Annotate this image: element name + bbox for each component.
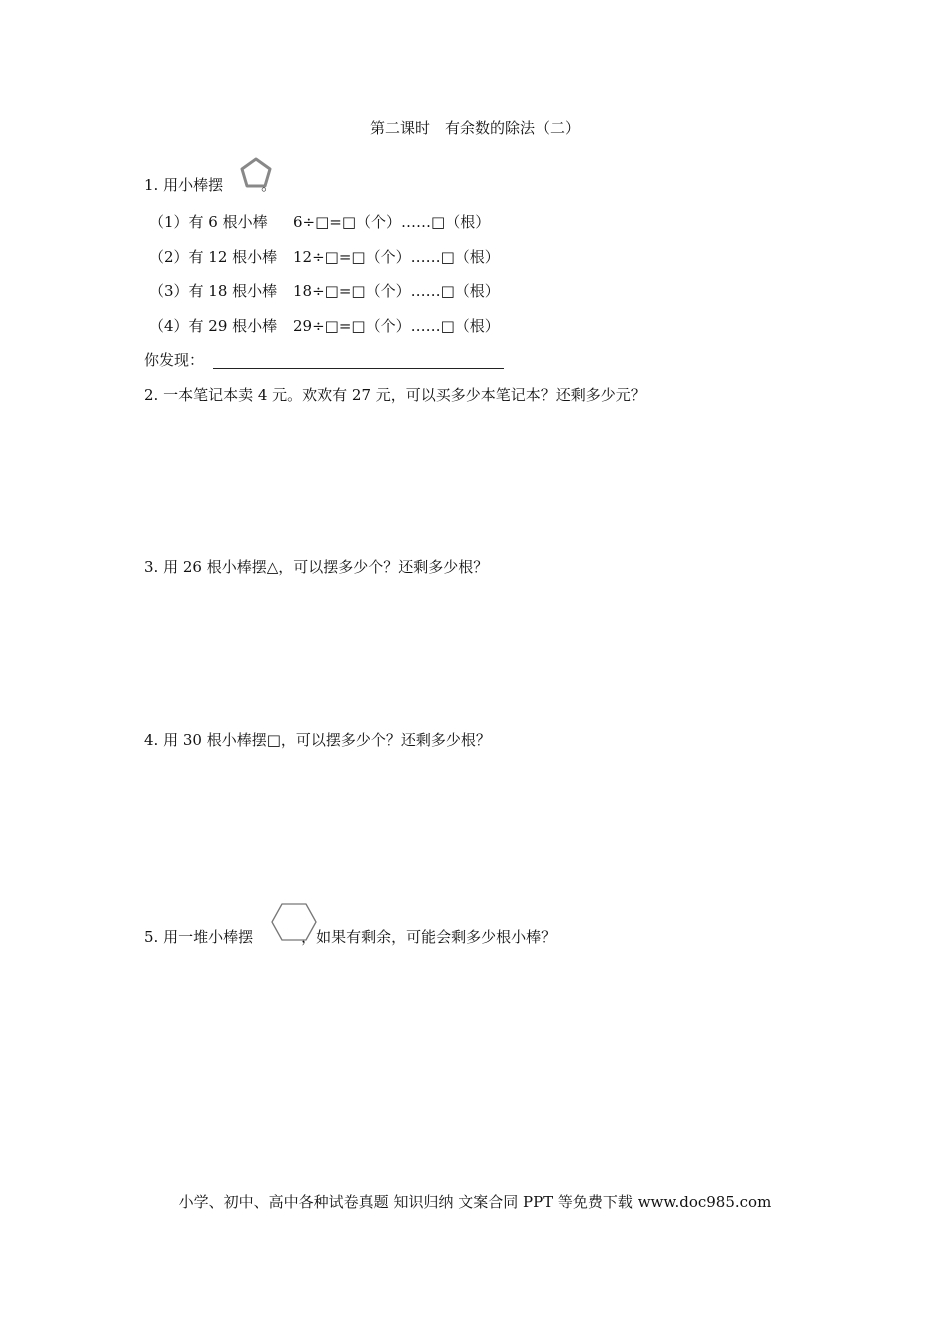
question-5-prompt — [144, 927, 556, 947]
footer-text: 小学、初中、高中各种试卷真题 知识归纳 文案合同 PPT 等免费下载 www.doc985.com — [178, 1193, 772, 1211]
question-1-prefix: 1. 用小棒摆 — [144, 176, 224, 194]
question-3: 3. 用 26 根小棒摆△，可以摆多少个？还剩多少根？ — [144, 558, 489, 576]
question-1-row-4-expr: 29÷□=□（个）……□（根） — [293, 317, 500, 335]
question-1-row-1-label: （1）有 6 根小棒 — [149, 213, 268, 231]
question-5-prefix: 5. 用一堆小棒摆 — [144, 928, 254, 946]
question-1-row-4-label: （4）有 29 根小棒 — [149, 317, 278, 335]
question-1-row-2-expr: 12÷□=□（个）……□（根） — [293, 248, 500, 266]
question-1-suffix: 。 — [261, 176, 277, 194]
question-5-suffix: ，如果有剩余，可能会剩多少根小棒？ — [301, 928, 557, 946]
question-1-row-3-label: （3）有 18 根小棒 — [149, 282, 278, 300]
question-1-row-3-expr: 18÷□=□（个）……□（根） — [293, 282, 500, 300]
pentagon-icon — [238, 156, 274, 190]
question-4: 4. 用 30 根小棒摆□，可以摆多少个？还剩多少根？ — [144, 731, 491, 749]
question-1-row-2-label: （2）有 12 根小棒 — [149, 248, 278, 266]
discover-label: 你发现： — [144, 351, 205, 369]
hexagon-icon — [270, 901, 318, 943]
question-1-row-1-expr: 6÷□=□（个）……□（根） — [293, 213, 491, 231]
discover-answer-line[interactable] — [213, 368, 504, 369]
page-title: 第二课时 有余数的除法（二） — [369, 119, 580, 137]
question-2: 2. 一本笔记本卖 4 元。欢欢有 27 元，可以买多少本笔记本？还剩多少元？ — [144, 386, 646, 404]
